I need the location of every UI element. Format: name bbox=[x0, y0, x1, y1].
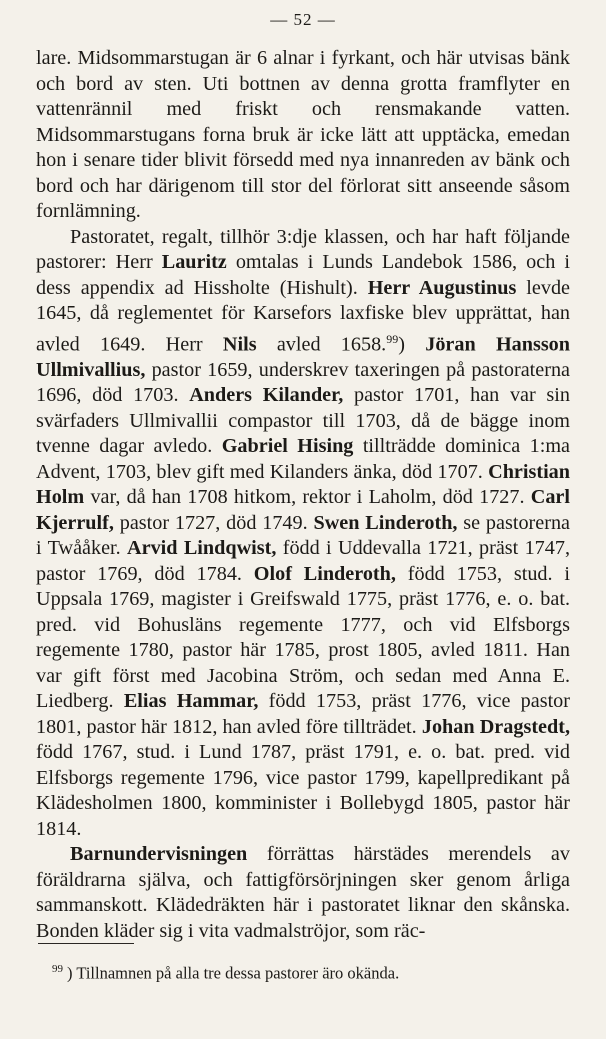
text-run: född 1767, stud. i Lund 1787, präst 1791, e. o. bat. pred. vid Elfsborgs regemente 1796, vice pastor 1799, kapellpredikant på Klädesholmen 1800, komminister i Bollebygd 1805, pastor här 1814. bbox=[36, 741, 570, 840]
footnote bbox=[52, 958, 562, 985]
footnote-marker: 99 bbox=[52, 963, 63, 975]
text-run: tillträdde dominica 1:ma Advent, 1703, blev gift med Kilanders änka, död 1707. bbox=[36, 435, 570, 483]
text-run: se pastorerna i Twååker. bbox=[36, 511, 571, 560]
bold-name: Swen Linderoth, bbox=[313, 511, 458, 534]
text-run: Pastoratet, regalt, tillhör 3:dje klassen, och har haft följande pastorer: Herr bbox=[36, 225, 570, 273]
text-run: ) bbox=[398, 333, 426, 356]
bold-name: Christian Holm bbox=[36, 460, 570, 509]
bold-name: Johan Dragstedt, bbox=[421, 715, 570, 738]
paragraph-barnundervisningen bbox=[36, 842, 570, 944]
page-number-header: — 52 — bbox=[270, 10, 336, 29]
text-run: pastor 1659, underskrev taxeringen på pastoraterna 1696, död 1703. bbox=[36, 358, 570, 407]
bold-name: Gabriel Hising bbox=[221, 435, 354, 458]
bold-name: Herr Augustinus bbox=[367, 276, 517, 299]
footnote-ref: 99 bbox=[386, 331, 399, 346]
bold-name: Carl Kjerrulf, bbox=[36, 486, 570, 534]
bold-name: Olof Linderoth, bbox=[253, 562, 396, 585]
footnote-divider bbox=[38, 943, 134, 944]
text-run: avled 1658. bbox=[256, 333, 387, 356]
text-run: pastor 1727, död 1749. bbox=[113, 511, 314, 534]
bold-name: Anders Kilander, bbox=[189, 384, 344, 407]
bold-name: Nils bbox=[222, 333, 257, 356]
text-run: omtalas i Lunds Landebok 1586, och i dess appendix ad Hissholte (Hishult). bbox=[36, 251, 570, 299]
text-run: levde 1645, då reglementet för Karsefors laxfiske blev upprättat, han avled 1649. Herr bbox=[36, 276, 571, 356]
paragraph-pastoratet bbox=[36, 225, 570, 843]
text-run: lare. Midsommarstugan är 6 alnar i fyrkant, och här utvisas bänk och bord av sten. Uti bottnen av denna grotta framflyter en vattenrännil med friskt och rensmakande vatten. Midsommarstugans forna bruk är icke lätt att upptäcka, emedan hon i senare tider blivit försedd med nya innanreden av bänk och bord och har därigenom till stor del förlorat sitt anseende såsom fornlämning. bbox=[36, 47, 570, 222]
bold-name: Arvid Lindqwist, bbox=[127, 537, 277, 560]
paragraph-midsommarstugan bbox=[36, 46, 570, 225]
footnote-text: ) Tillnamnen på alla tre dessa pastorer äro okända. bbox=[67, 963, 400, 983]
text-run: pastor 1701, han var sin svärfaders Ullmivallii compastor till 1703, då de bägge inom tvenne dagar avledo. bbox=[36, 384, 570, 458]
bold-name: Jöran Hansson Ullmivallius, bbox=[36, 333, 571, 381]
text-run: född 1753, präst 1776, vice pastor 1801, pastor här 1812, han avled före tillträdet. bbox=[36, 690, 570, 738]
page-body bbox=[36, 46, 570, 944]
text-run: förrättas härstädes merendels av föräldrarna själva, och fattigförsörjningen sker genom årliga sammanskott. Klädedräkten här i pastoratet liknar den skånska. Bonden kläder sig i vita vadmalströjor, som räc- bbox=[36, 843, 570, 942]
text-run: var, då han 1708 hitkom, rektor i Laholm, död 1727. bbox=[84, 486, 531, 509]
text-run: född 1753, stud. i Uppsala 1769, magister i Greifswald 1775, präst 1776, e. o. bat. pred. vid Bohusläns regemente 1777, och vid Elfsborgs regemente 1780, pastor här 1785, prost 1805, avled 1811. Han var gift först med Jacobina Ström, och sedan med Anna E. Liedberg. bbox=[36, 562, 570, 713]
bold-name: Lauritz bbox=[161, 251, 227, 273]
bold-name: Barnundervisningen bbox=[70, 843, 248, 866]
bold-name: Elias Hammar, bbox=[123, 690, 259, 713]
text-run: född i Uddevalla 1721, präst 1747, pastor 1769, död 1784. bbox=[36, 537, 571, 585]
